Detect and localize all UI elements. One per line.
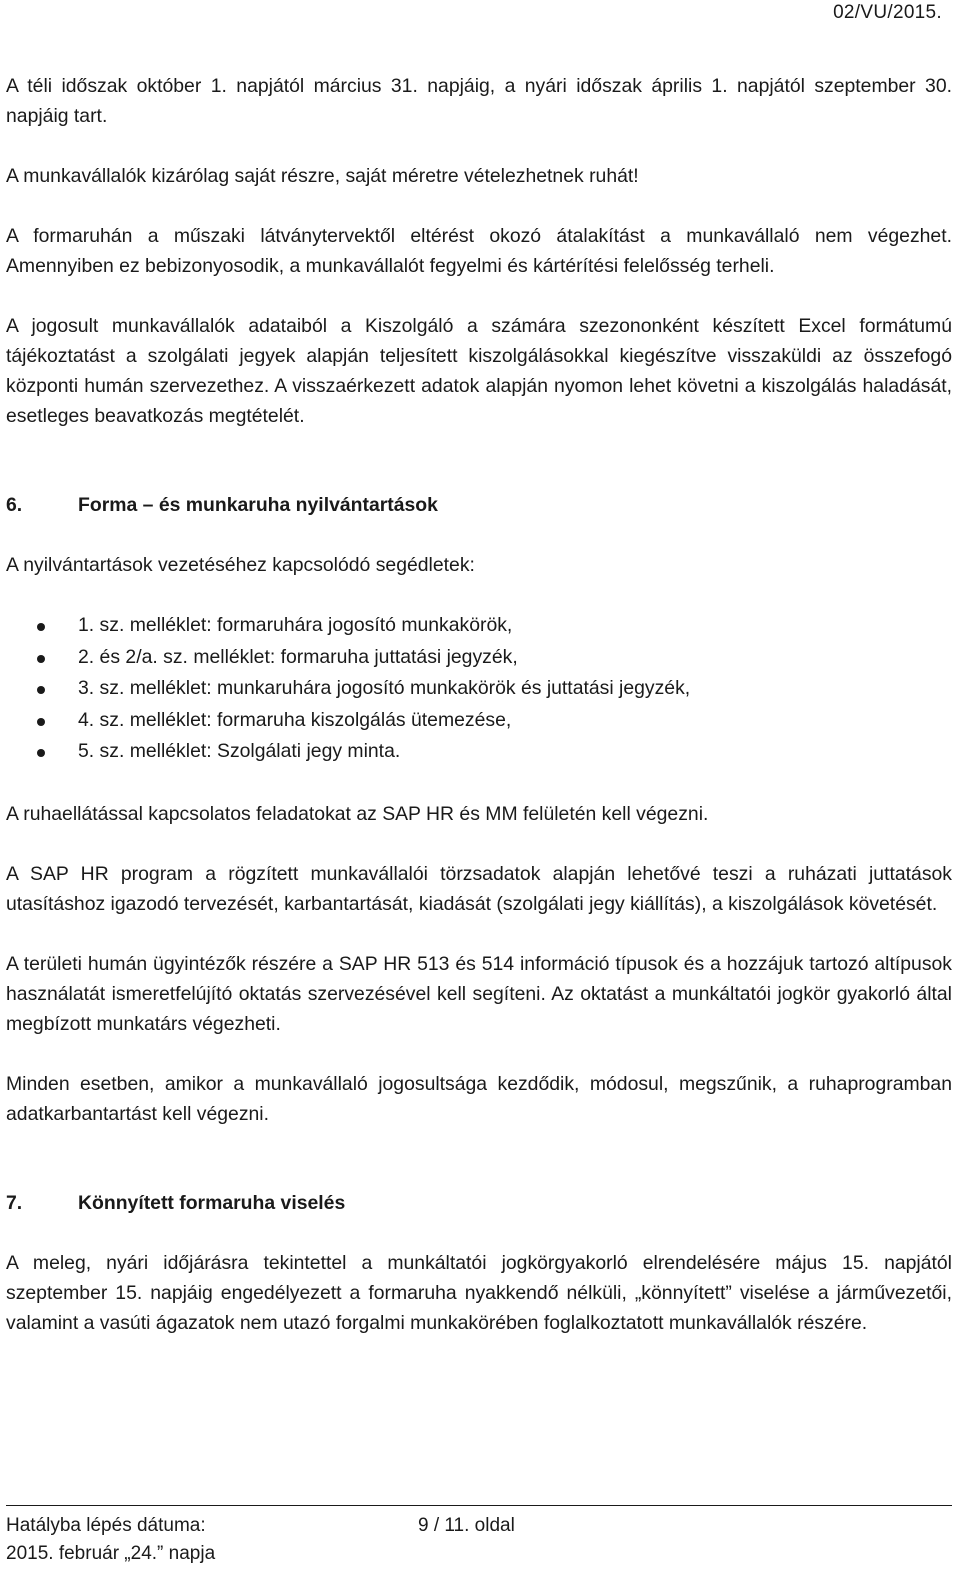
section-7-title: Könnyített formaruha viselés [78,1191,346,1214]
paragraph-seasons: A téli időszak október 1. napjától március 31. napjáig, a nyári időszak április 1. napjától szeptember 30. napjáig tart. [6,75,952,127]
footer-effective-label: Hatályba lépés dátuma: [6,1515,206,1536]
bullet-icon [37,686,45,694]
paragraph-sap-mm: A ruhaellátással kapcsolatos feladatokat az SAP HR és MM felületén kell végezni. [6,802,709,825]
section-7-number: 7. [6,1191,23,1214]
list-item: 5. sz. melléklet: Szolgálati jegy minta. [6,736,952,768]
paragraph-sap-hr: A SAP HR program a rögzített munkavállalói törzsadatok alapján lehetővé teszi a ruházati juttatások utasításhoz igazodó tervezését, karbantartását, kiadását (szolgálati jegy kiállítás), a kiszolgálások követését. [6,862,952,915]
document-id: 02/VU/2015. [833,2,942,23]
paragraph-own-size: A munkavállalók kizárólag saját részre, saját méretre vételezhetnek ruhát! [6,165,639,187]
section-7-heading [6,1188,952,1218]
list-item: 1. sz. melléklet: formaruhára jogosító munkakörök, [6,610,952,642]
paragraph-excel-report: A jogosult munkavállalók adataiból a Kiszolgáló a számára szezononként készített Excel formátumú tájékoztatást a szolgálati jegyek alapján teljesített kiszolgálásokkal kiegészítve visszaküldi az összefogó központi humán szervezethez. A visszaérkezett adatok alapján nyomon lehet követni a kiszolgálás haladását, esetleges beavatkozás megtételét. [6,315,952,427]
list-item: 4. sz. melléklet: formaruha kiszolgálás ütemezése, [6,705,952,737]
document-body [6,71,952,1368]
bullet-icon [37,749,45,757]
bullet-icon [37,718,45,726]
section-6-number: 6. [6,494,23,516]
footer-effective-date: 2015. február „24.” napja [6,1543,216,1564]
bullet-icon [37,623,45,631]
footer-divider [6,1505,952,1506]
paragraph-training: A területi humán ügyintézők részére a SAP HR 513 és 514 információ típusok és a hozzájuk tartozó altípusok használatát ismeretfelújító oktatás szervezésével kell segíteni. Az oktatást a munkáltatói jogkör gyakorló által megbízott munkatárs végezheti. [6,952,952,1035]
attachments-list [6,610,952,768]
footer-page-number: 9 / 11. oldal [418,1515,515,1536]
section-6-heading [6,490,952,520]
paragraph-alteration: A formaruhán a műszaki látványtervektől eltérést okozó átalakítást a munkavállaló nem végezhet. Amennyiben ez bebizonyosodik, a munkavállalót fegyelmi és kártérítési felelősség terheli. [6,225,952,277]
list-item: 3. sz. melléklet: munkaruhára jogosító munkakörök és juttatási jegyzék, [6,673,952,705]
section-6-intro: A nyilvántartások vezetéséhez kapcsolódó segédletek: [6,554,475,576]
paragraph-light-uniform: A meleg, nyári időjárásra tekintettel a munkáltatói jogkörgyakorló elrendelésére május 15. napjától szeptember 15. napjáig engedélyezett a formaruha nyakkendő nélküli, „könnyített” viselése a járművezetői, valamint a vasúti ágazatok nem utazó forgalmi munkakörében foglalkoztatott munkavállalók részére. [6,1251,952,1334]
paragraph-maintenance: Minden esetben, amikor a munkavállaló jogosultsága kezdődik, módosul, megszűnik, a ruhaprogramban adatkarbantartást kell végezni. [6,1072,952,1125]
section-6-title: Forma – és munkaruha nyilvántartások [78,494,438,516]
list-item: 2. és 2/a. sz. melléklet: formaruha juttatási jegyzék, [6,642,952,674]
bullet-icon [37,655,45,663]
